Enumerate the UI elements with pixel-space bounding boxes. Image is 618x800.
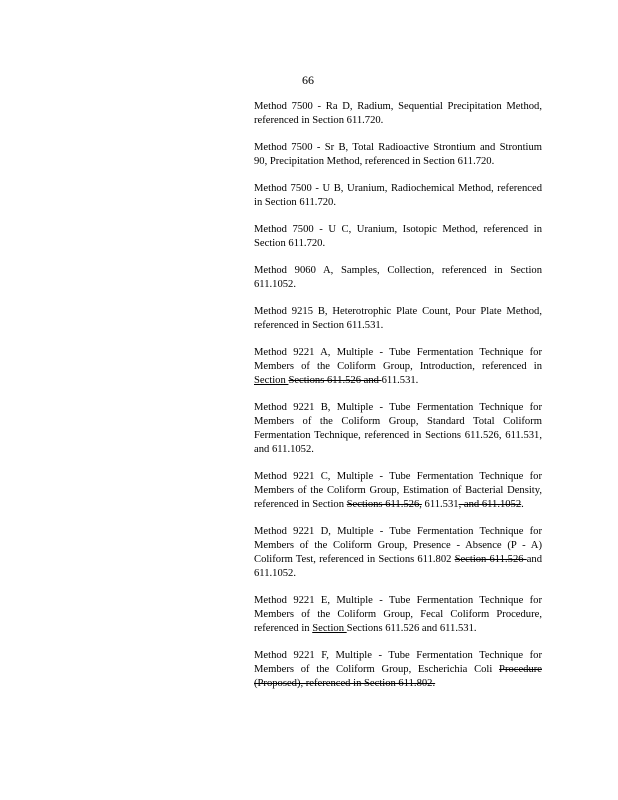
entry-text-segment: Method 9221 C, Multiple - Tube Fermentation Technique for Members of the Coliform Group, Estimation of Bacterial Density, referenced in Section	[254, 471, 542, 510]
entry-text	[254, 182, 542, 210]
entry-text-segment: 611.531.	[381, 375, 419, 386]
entry-text	[254, 346, 542, 388]
method-reference-entry	[254, 264, 542, 292]
entry-text-segment: .	[521, 499, 524, 510]
inserted-text: Section	[312, 623, 347, 634]
entry-text	[254, 264, 542, 292]
entry-text-segment: Method 7500 - Sr B, Total Radioactive Strontium and Strontium 90, Precipitation Method, referenced in Section 611.720.	[254, 142, 542, 167]
deleted-text: Sections 611.526 and	[288, 375, 382, 386]
method-reference-entry	[254, 594, 542, 636]
entry-text-segment: Method 7500 - U B, Uranium, Radiochemical Method, referenced in Section 611.720.	[254, 183, 542, 208]
entry-text-segment: Method 9221 E, Multiple - Tube Fermentation Technique for Members of the Coliform Group, Fecal Coliform Procedure, referenced in	[254, 595, 542, 634]
entry-text-segment: Sections 611.526 and 611.531.	[346, 623, 477, 634]
entry-text-segment: Method 7500 - Ra D, Radium, Sequential Precipitation Method, referenced in Section 611.720.	[254, 101, 542, 126]
deleted-text: Procedure (Proposed), referenced in Section 611.802.	[254, 664, 542, 689]
entry-text-segment: Method 9215 B, Heterotrophic Plate Count, Pour Plate Method, referenced in Section 611.531.	[254, 306, 542, 331]
method-reference-entry	[254, 346, 542, 388]
entry-text-segment: Method 9221 F, Multiple - Tube Fermentation Technique for Members of the Coliform Group, Escherichia Coli	[254, 650, 542, 675]
deleted-text: , and 611.1052	[458, 499, 522, 510]
entry-text	[254, 401, 542, 457]
entry-text	[254, 649, 542, 691]
method-reference-entry	[254, 182, 542, 210]
entry-text	[254, 525, 542, 581]
entry-text-segment: Method 9060 A, Samples, Collection, referenced in Section 611.1052.	[254, 265, 542, 290]
entry-text-segment: 611.531	[421, 499, 459, 510]
method-reference-entry	[254, 141, 542, 169]
entry-text	[254, 470, 542, 512]
method-reference-entry	[254, 470, 542, 512]
method-reference-entry	[254, 401, 542, 457]
entry-text	[254, 594, 542, 636]
method-reference-entry	[254, 649, 542, 691]
entry-text	[254, 305, 542, 333]
entry-text	[254, 100, 542, 128]
inserted-text: Section	[254, 375, 289, 386]
deleted-text: Section 611.526	[454, 554, 527, 565]
method-reference-entry	[254, 525, 542, 581]
method-reference-entry	[254, 100, 542, 128]
page-number: 66	[302, 73, 314, 87]
entry-text-segment: and 611.1052.	[254, 554, 542, 579]
entry-text-segment: Method 9221 B, Multiple - Tube Fermentation Technique for Members of the Coliform Group, Standard Total Coliform Fermentation Technique, referenced in Sections 611.526, 611.531, and 611.1052.	[254, 402, 542, 455]
entry-text	[254, 223, 542, 251]
method-reference-entry	[254, 223, 542, 251]
deleted-text: Sections 611.526,	[346, 499, 422, 510]
entry-text-segment: Method 9221 D, Multiple - Tube Fermentation Technique for Members of the Coliform Group, Presence - Absence (P - A) Coliform Test, referenced in Sections 611.802	[254, 526, 542, 565]
method-reference-entry	[254, 305, 542, 333]
method-reference-list	[254, 100, 542, 704]
entry-text-segment: Method 7500 - U C, Uranium, Isotopic Method, referenced in Section 611.720.	[254, 224, 542, 249]
entry-text	[254, 141, 542, 169]
entry-text-segment: Method 9221 A, Multiple - Tube Fermentation Technique for Members of the Coliform Group, Introduction, referenced in	[254, 347, 542, 372]
